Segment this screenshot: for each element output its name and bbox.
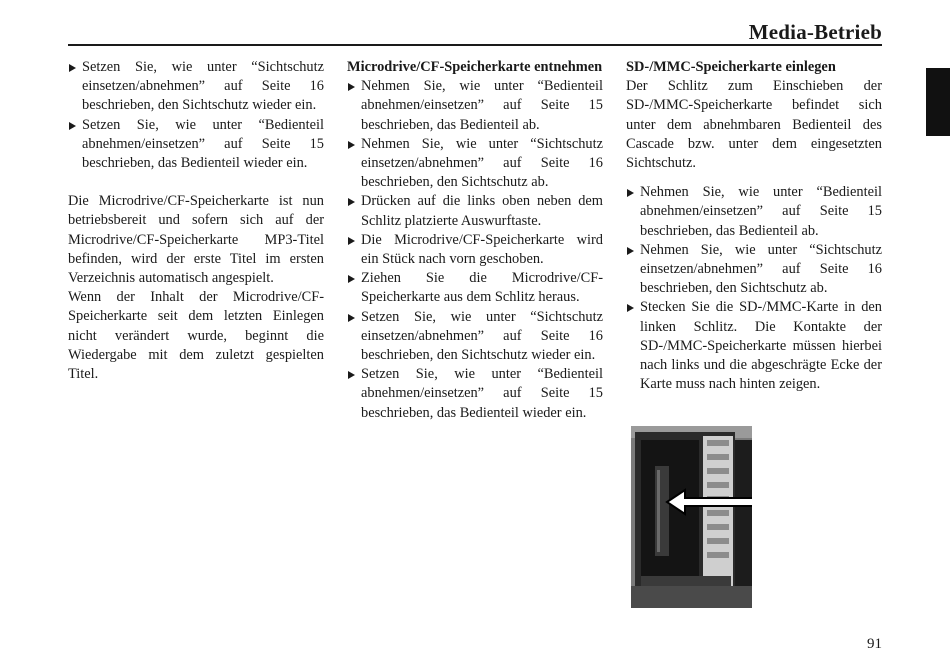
- bullet-item: Nehmen Sie, wie unter “Bedienteil abnehmen/einsetzen” auf Seite 15 beschrieben, das Bedienteil ab.: [347, 77, 603, 135]
- bullet-item: Drücken auf die links oben neben dem Schlitz platzierte Auswurftaste.: [347, 192, 603, 230]
- section-heading: Microdrive/CF-Speicherkarte entnehmen: [347, 59, 603, 75]
- bullet-item: Nehmen Sie, wie unter “Sichtschutz einsetzen/abnehmen” auf Seite 16 beschrieben, den Sichtschutz ab.: [626, 241, 882, 299]
- header-divider: [68, 44, 882, 46]
- bullet-item: Nehmen Sie, wie unter “Bedienteil abnehmen/einsetzen” auf Seite 15 beschrieben, das Bedienteil ab.: [626, 183, 882, 241]
- bullet-item: Setzen Sie, wie unter “Bedienteil abnehmen/einsetzen” auf Seite 15 beschrieben, das Bedienteil wieder ein.: [68, 116, 324, 174]
- column-right: [626, 58, 882, 394]
- bullet-item: Setzen Sie, wie unter “Sichtschutz einsetzen/abnehmen” auf Seite 16 beschrieben, den Sichtschutz wieder ein.: [347, 308, 603, 366]
- column-middle: [347, 58, 603, 423]
- bullet-item: Setzen Sie, wie unter “Sichtschutz einsetzen/abnehmen” auf Seite 16 beschrieben, den Sichtschutz wieder ein.: [68, 58, 324, 116]
- bullet-item: Stecken Sie die SD-/MMC-Karte in den linken Schlitz. Die Kontakte der SD-/MMC-Speicherkarte müssen hierbei nach links und die abgeschrägte Ecke der Karte muss nach hinten zeigen.: [626, 298, 882, 394]
- page-number: 91: [867, 636, 882, 652]
- paragraph: Der Schlitz zum Einschieben der SD-/MMC-Speicherkarte befindet sich unter dem abnehmbaren Bedienteil des Cascade bzw. unter dem eingesetzten Sichtschutz.: [626, 78, 882, 172]
- bullet-item: Nehmen Sie, wie unter “Sichtschutz einsetzen/abnehmen” auf Seite 16 beschrieben, den Sichtschutz ab.: [347, 135, 603, 193]
- bullet-item: Ziehen Sie die Microdrive/CF-Speicherkarte aus dem Schlitz heraus.: [347, 269, 603, 307]
- column-left: [68, 58, 324, 384]
- paragraph: Wenn der Inhalt der Microdrive/CF-Speicherkarte seit dem letzten Einlegen nicht verändert wurde, beginnt die Wiedergabe mit dem zuletzt gespielten Titel.: [68, 289, 324, 383]
- paragraph: Die Microdrive/CF-Speicherkarte ist nun betriebsbereit und sofern sich auf der Microdrive/CF-Speicherkarte MP3-Titel befinden, wird der erste Titel im ersten Verzeichnis automatisch angespielt.: [68, 193, 324, 287]
- chapter-tab-marker: [926, 68, 950, 136]
- page-header-title: Media-Betrieb: [748, 20, 882, 44]
- section-heading: SD-/MMC-Speicherkarte einlegen: [626, 59, 836, 75]
- card-slot-photo: [631, 426, 752, 608]
- bullet-item: Die Microdrive/CF-Speicherkarte wird ein Stück nach vorn geschoben.: [347, 231, 603, 269]
- bullet-item: Setzen Sie, wie unter “Bedienteil abnehmen/einsetzen” auf Seite 15 beschrieben, das Bedienteil wieder ein.: [347, 365, 603, 423]
